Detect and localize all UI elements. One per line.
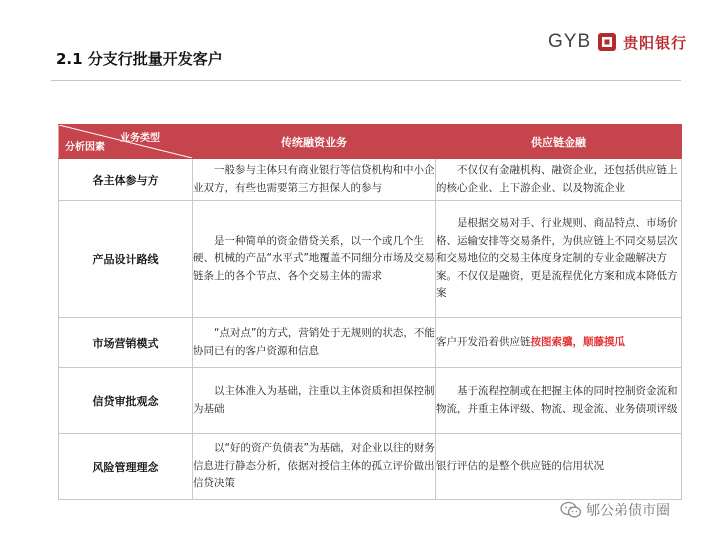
corner-label-business-type: 业务类型 [120,133,160,144]
watermark-text: 郇公弟债市圈 [586,503,670,519]
table-row [59,318,682,368]
supply-chain-cell: 不仅仅有金融机构、融资企业，还包括供应链上的核心企业、上下游企业、以及物流企业 [436,159,682,201]
table-row [59,201,682,318]
row-factor-label: 信贷审批观念 [59,368,193,434]
supply-chain-cell [436,318,682,368]
traditional-cell: 以“好的资产负债表”为基础，对企业以往的财务信息进行静态分析，依据对授信主体的孤立评价做出信贷决策 [193,434,436,500]
highlighted-phrase: 按图索骥，顺藤摸瓜 [530,335,625,348]
table-row [59,159,682,201]
logo-chinese-text: 贵阳银行 [623,33,688,52]
corner-label-analysis-factor: 分析因素 [65,142,105,153]
logo-latin-text: GYB [548,31,592,52]
row-factor-label: 各主体参与方 [59,159,193,201]
column-header-supply-chain: 供应链金融 [436,125,682,159]
supply-chain-cell: 基于流程控制或在把握主体的同时控制资金流和物流，并重主体评级、物流、现金流、业务债项评级 [436,368,682,434]
table-corner-header [59,125,193,159]
table-header-row [59,125,682,159]
page-title: 2.1 分支行批量开发客户 [56,50,223,68]
supply-chain-text: 客户开发沿着供应链 [436,335,531,348]
traditional-cell: 是一种简单的资金借贷关系，以一个或几个生硬、机械的产品“水平式”地覆盖不同细分市场及交易链条上的各个节点、各个交易主体的需求 [193,201,436,318]
watermark [560,500,670,520]
traditional-cell: 以主体准入为基础，注重以主体资质和担保控制为基础 [193,368,436,434]
table-row [59,434,682,500]
row-factor-label: 产品设计路线 [59,201,193,318]
traditional-cell: “点对点”的方式，营销处于无规则的状态，不能协同已有的客户资源和信息 [193,318,436,368]
supply-chain-cell: 银行评估的是整个供应链的信用状况 [436,434,682,500]
supply-chain-cell: 是根据交易对手、行业规则、商品特点、市场价格、运输安排等交易条件，为供应链上不同交易层次和交易地位的交易主体度身定制的专业金融解决方案。不仅仅是融资，更是流程优化方案和成本降低方案 [436,201,682,318]
row-factor-label: 风险管理理念 [59,434,193,500]
row-factor-label: 市场营销模式 [59,318,193,368]
wechat-icon [560,501,582,519]
comparison-table [58,124,682,500]
bank-logo [548,31,687,53]
column-header-traditional: 传统融资业务 [193,125,436,159]
title-divider [51,80,681,81]
traditional-cell: 一般参与主体只有商业银行等信贷机构和中小企业双方，有些也需要第三方担保人的参与 [193,159,436,201]
table-row [59,368,682,434]
bank-logo-icon [597,32,617,52]
